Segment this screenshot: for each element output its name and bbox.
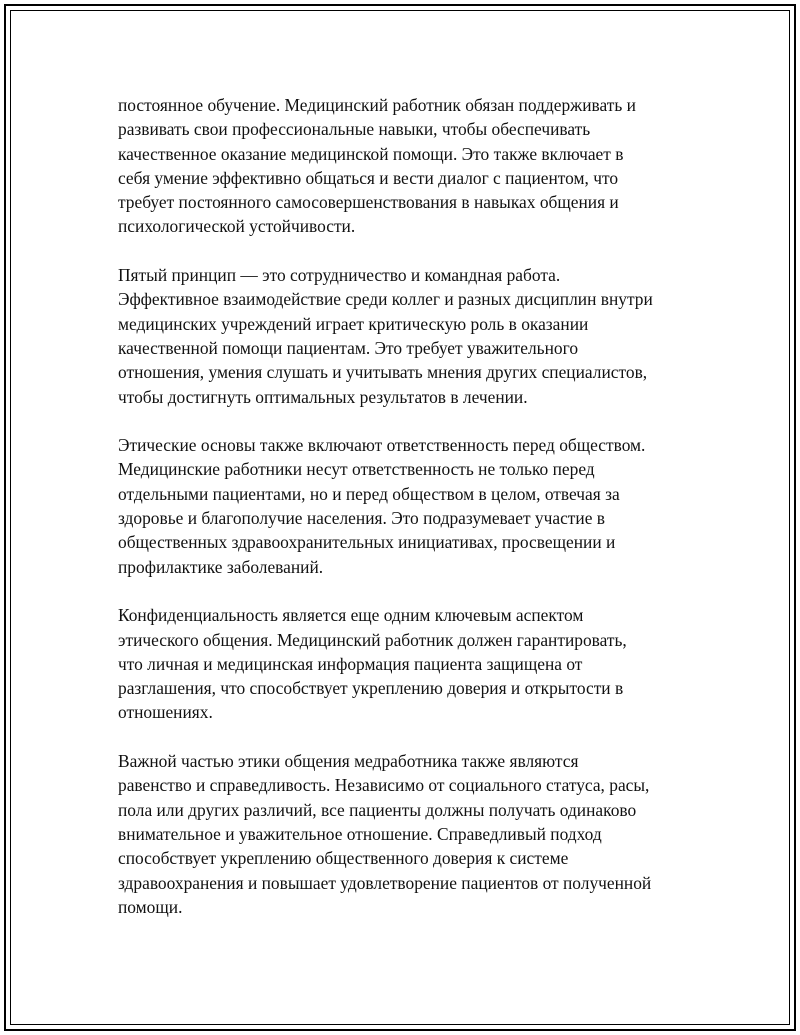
text-line: отдельными пациентами, но и перед обществом в целом, отвечая за	[118, 483, 620, 504]
document-body	[118, 93, 698, 919]
paragraph-2	[118, 263, 698, 409]
text-line: себя умение эффективно общаться и вести диалог с пациентом, что	[118, 167, 619, 188]
text-line: пола или других различий, все пациенты должны получать одинаково	[118, 799, 637, 820]
text-line: постоянное обучение. Медицинский работник обязан поддерживать и	[118, 95, 636, 115]
text-line: здравоохранения и повышает удовлетворение пациентов от полученной	[118, 872, 652, 893]
text-line: отношениях.	[118, 702, 213, 723]
text-line: способствует укреплению общественного доверия к системе	[118, 848, 569, 869]
text-line: качественной помощи пациентам. Это требует уважительного	[118, 337, 579, 358]
text-line: развивать свои профессиональные навыки, чтобы обеспечивать	[118, 119, 591, 140]
text-line: отношения, умения слушать и учитывать мнения других специалистов,	[118, 362, 648, 383]
text-line: требует постоянного самосовершенствования в навыках общения и	[118, 192, 619, 213]
text-line: внимательное и уважительное отношение. Справедливый подход	[118, 823, 602, 844]
text-line: Медицинские работники несут ответственность не только перед	[118, 459, 595, 480]
paragraph-3	[118, 433, 698, 579]
text-line: здоровье и благополучие населения. Это подразумевает участие в	[118, 508, 605, 529]
text-line: Важной частью этики общения медработника также являются	[118, 751, 579, 772]
text-line: Этические основы также включают ответственность перед обществом.	[118, 435, 646, 456]
text-line: что личная и медицинская информация пациента защищена от	[118, 653, 583, 674]
text-line: Пятый принцип — это сотрудничество и командная работа.	[118, 265, 561, 286]
text-line: качественное оказание медицинской помощи. Это также включает в	[118, 143, 624, 164]
paragraph-4	[118, 603, 698, 724]
text-line: психологической устойчивости.	[118, 216, 356, 237]
text-line: Конфиденциальность является еще одним ключевым аспектом	[118, 605, 584, 626]
text-line: чтобы достигнуть оптимальных результатов в лечении.	[118, 386, 528, 407]
text-line: общественных здравоохранительных инициативах, просвещении и	[118, 532, 616, 553]
text-line: помощи.	[118, 896, 183, 917]
text-line: медицинских учреждений играет критическую роль в оказании	[118, 313, 589, 334]
paragraph-1	[118, 93, 698, 239]
text-line: этического общения. Медицинский работник должен гарантировать,	[118, 629, 627, 650]
text-line: равенство и справедливость. Независимо от социального статуса, расы,	[118, 775, 650, 796]
paragraph-5	[118, 749, 698, 919]
text-line: разглашения, что способствует укреплению доверия и открытости в	[118, 678, 624, 699]
text-line: Эффективное взаимодействие среди коллег и разных дисциплин внутри	[118, 289, 653, 310]
text-line: профилактике заболеваний.	[118, 556, 324, 577]
